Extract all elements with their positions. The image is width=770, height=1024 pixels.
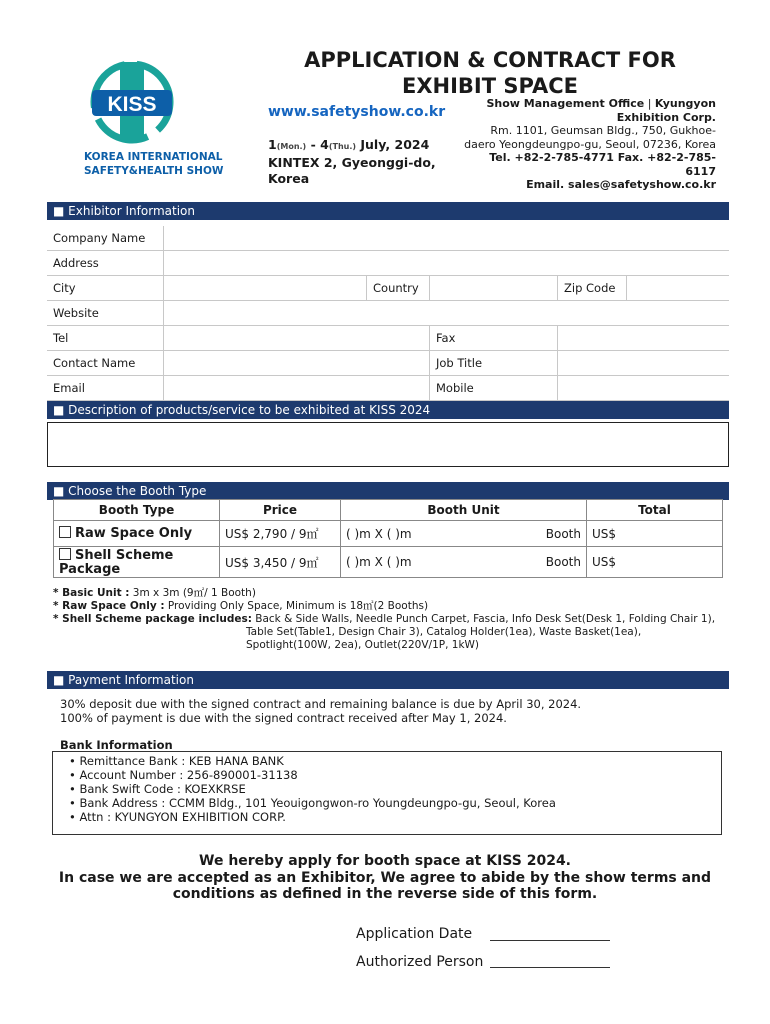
company-name-label: Company Name [47,226,164,251]
booth-type-shell[interactable] [54,547,220,578]
address-field[interactable] [164,251,730,276]
payment-line2: 100% of payment is due with the signed contract received after May 1, 2024. [60,711,507,725]
shell-note-text1: Back & Side Walls, Needle Punch Carpet, Fascia, Info Desk Set(Desk 1, Folding Chair 1), [251,613,716,625]
website-field[interactable] [164,301,730,326]
office-company: Kyungyon Exhibition Corp. [616,97,716,124]
bank-item: • Bank Swift Code : KOEXKRSE [69,782,246,796]
booth-col-total: Total [587,500,723,521]
agreement-statement [40,853,730,903]
event-dates [268,137,453,187]
zip-label: Zip Code [558,276,627,301]
city-label: City [47,276,164,301]
kiss-logo-icon [80,60,230,155]
website-link[interactable]: www.safetyshow.co.kr [268,104,446,120]
contact-name-label: Contact Name [47,351,164,376]
venue: KINTEX 2, Gyeonggi-do, Korea [268,155,436,186]
office-contact: Tel. +82-2-785-4771 Fax. +82-2-785-6117 [489,151,716,178]
application-date-label: Application Date [356,926,473,942]
bank-info-box [52,751,722,835]
office-title: Show Management Office [486,97,645,110]
city-field[interactable] [164,276,367,301]
raw-space-checkbox[interactable] [59,526,71,538]
date-start-day: 1 [268,137,277,152]
bank-item: • Account Number : 256-890001-31138 [69,768,298,782]
address-label: Address [47,251,164,276]
bank-item: • Attn : KYUNGYON EXHIBITION CORP. [69,810,286,824]
mobile-label: Mobile [430,376,558,401]
payment-section-header: ■ Payment Information [47,671,729,689]
fax-field[interactable] [558,326,730,351]
job-title-label: Job Title [430,351,558,376]
shell-scheme-checkbox[interactable] [59,548,71,560]
country-field[interactable] [430,276,558,301]
raw-space-note-text: Providing Only Space, Minimum is 18㎡(2 Booths) [164,600,429,612]
logo-line1: KOREA INTERNATIONAL [84,151,223,163]
email-field[interactable] [164,376,430,401]
basic-unit-label: * Basic Unit : [53,587,130,599]
email-label: Email [47,376,164,401]
booth-type-raw[interactable] [54,521,220,547]
raw-space-note-label: * Raw Space Only : [53,600,165,612]
office-email: Email. sales@safetyshow.co.kr [526,178,716,191]
booth-col-price: Price [220,500,341,521]
booth-total-shell[interactable]: US$ [587,547,723,578]
date-start-dow: (Mon.) [276,142,307,151]
statement-line1: We hereby apply for booth space at KISS 2024. [199,853,571,869]
booth-unit-shell[interactable]: ( )m X ( )m [341,547,522,578]
exhibitor-form [47,226,729,401]
basic-unit-text: 3m x 3m (9㎡/ 1 Booth) [129,587,256,599]
booth-label-raw: Booth [521,521,587,547]
shell-scheme-label: Shell Scheme Package [59,547,174,577]
tel-field[interactable] [164,326,430,351]
office-address: Rm. 1101, Geumsan Bldg., 750, Gukhoe-daero Yeongdeungpo-gu, Seoul, 07236, Korea [464,124,716,151]
statement-line3: conditions as defined in the reverse side of this form. [172,886,598,902]
bank-item: • Remittance Bank : KEB HANA BANK [69,754,284,768]
website-label: Website [47,301,164,326]
shell-note-text2: Table Set(Table1, Design Chair 3), Catalog Holder(1ea), Waste Basket(1ea), [246,626,642,638]
mobile-field[interactable] [558,376,730,401]
booth-table [53,499,723,578]
date-end-day: 4 [320,137,329,152]
statement-line2: In case we are accepted as an Exhibitor, We agree to abide by the show terms and [58,869,712,886]
job-title-field[interactable] [558,351,730,376]
bank-item: • Bank Address : CCMM Bldg., 101 Yeouigongwon-ro Youngdeungpo-gu, Seoul, Korea [69,796,556,810]
booth-total-raw[interactable]: US$ [587,521,723,547]
company-name-field[interactable] [164,226,730,251]
title-line2: EXHIBIT SPACE [402,74,578,98]
booth-col-type: Booth Type [54,500,220,521]
description-section-header: ■ Description of products/service to be exhibited at KISS 2024 [47,401,729,419]
bank-info-title: Bank Information [60,738,173,752]
country-label: Country [367,276,430,301]
page-title [290,47,690,99]
authorized-person-label: Authorized Person [356,954,484,970]
raw-space-label: Raw Space Only [75,526,193,541]
office-info [460,97,716,192]
kiss-logo [80,60,230,180]
payment-terms [60,697,581,725]
booth-row [54,521,723,547]
title-line1: APPLICATION & CONTRACT FOR [304,48,676,72]
booth-col-unit: Booth Unit [341,500,587,521]
booth-unit-raw[interactable]: ( )m X ( )m [341,521,522,547]
tel-label: Tel [47,326,164,351]
booth-label-shell: Booth [521,547,587,578]
date-month-year: July, 2024 [356,137,430,152]
contact-name-field[interactable] [164,351,430,376]
fax-label: Fax [430,326,558,351]
booth-section-header: ■ Choose the Booth Type [47,482,729,500]
logo-line2: SAFETY&HEALTH SHOW [84,165,224,177]
payment-line1: 30% deposit due with the signed contract and remaining balance is due by April 30, 2024. [60,697,582,711]
booth-row [54,547,723,578]
booth-price-shell: US$ 3,450 / 9㎡ [220,547,341,578]
booth-notes [53,587,733,652]
application-date-field[interactable] [490,924,610,941]
logo-text: KISS [107,93,157,116]
office-sep: | [644,97,655,110]
shell-note-text3: Spotlight(100W, 2ea), Outlet(220V/1P, 1kW) [246,639,479,651]
booth-price-raw: US$ 2,790 / 9㎡ [220,521,341,547]
description-field[interactable] [47,422,729,467]
date-end-dow: (Thu.) [328,142,357,151]
exhibitor-section-header: ■ Exhibitor Information [47,202,729,220]
zip-field[interactable] [627,276,730,301]
date-sep: - [306,137,321,152]
authorized-person-field[interactable] [490,951,610,968]
shell-note-label: * Shell Scheme package includes: [53,613,252,625]
